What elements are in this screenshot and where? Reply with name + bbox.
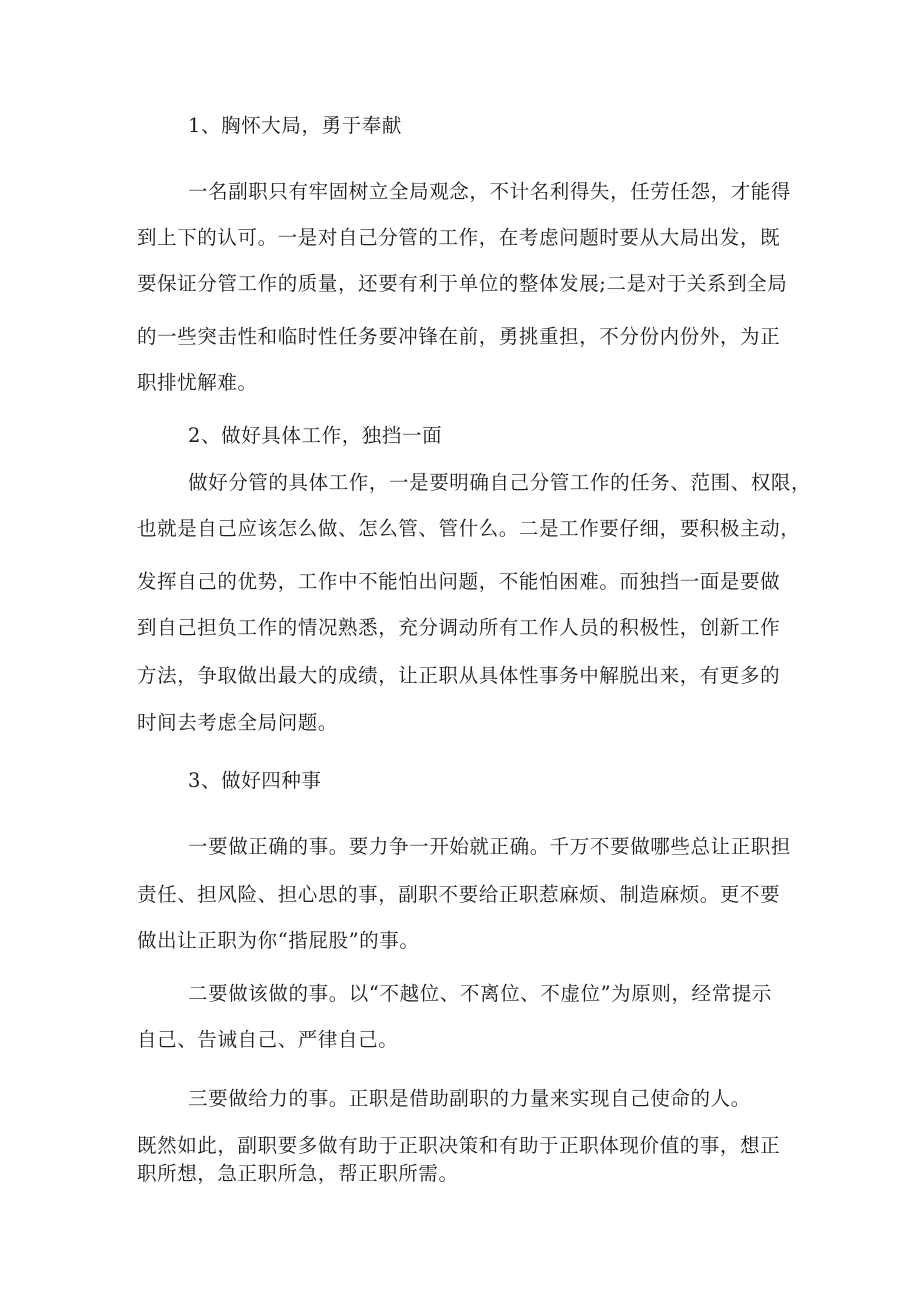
paragraph-line: 职排忧解难。 [137, 371, 258, 394]
paragraph-line: 做出让正职为你“揩屁股”的事。 [137, 929, 420, 952]
paragraph-line: 二要做该做的事。以“不越位、不离位、不虚位”为原则，经常提示 [188, 982, 772, 1005]
paragraph-line: 自己、告诫自己、严律自己。 [137, 1028, 399, 1051]
paragraph-line: 到上下的认可。一是对自己分管的工作，在考虑问题时要从大局出发，既 [137, 226, 781, 249]
paragraph-line: 一要做正确的事。要力争一开始就正确。千万不要做哪些总让正职担 [188, 835, 792, 858]
paragraph-line: 的一些突击性和临时性任务要冲锋在前，勇挑重担，不分份内份外，为正 [137, 325, 781, 348]
section-3-heading: 3、做好四种事 [188, 769, 322, 792]
paragraph-line: 也就是自己应该怎么做、怎么管、管什么。二是工作要仔细，要积极主动， [137, 517, 801, 540]
paragraph-line: 三要做给力的事。正职是借助副职的力量来实现自己使命的人。 [188, 1087, 751, 1110]
paragraph-line: 发挥自己的优势，工作中不能怕出问题，不能怕困难。而独挡一面是要做 [137, 570, 781, 593]
section-2-heading: 2、做好具体工作，独挡一面 [188, 424, 443, 447]
paragraph-line: 一名副职只有牢固树立全局观念，不计名利得失，任劳任怨，才能得 [188, 180, 792, 203]
paragraph-line: 职所想，急正职所急，帮正职所需。 [137, 1162, 459, 1185]
paragraph-line: 要保证分管工作的质量，还要有利于单位的整体发展;二是对于关系到全局 [137, 272, 788, 295]
paragraph-line: 时间去考虑全局问题。 [137, 711, 339, 734]
section-1-heading: 1、胸怀大局，勇于奉献 [188, 114, 403, 137]
paragraph-line: 既然如此，副职要多做有助于正职决策和有助于正职体现价值的事，想正 [137, 1134, 781, 1157]
paragraph-line: 做好分管的具体工作，一是要明确自己分管工作的任务、范围、权限， [188, 471, 812, 494]
paragraph-line: 到自己担负工作的情况熟悉，充分调动所有工作人员的积极性，创新工作 [137, 616, 781, 639]
paragraph-line: 方法，争取做出最大的成绩，让正职从具体性事务中解脱出来，有更多的 [137, 664, 781, 687]
paragraph-line: 责任、担风险、担心思的事，副职不要给正职惹麻烦、制造麻烦。更不要 [137, 883, 781, 906]
